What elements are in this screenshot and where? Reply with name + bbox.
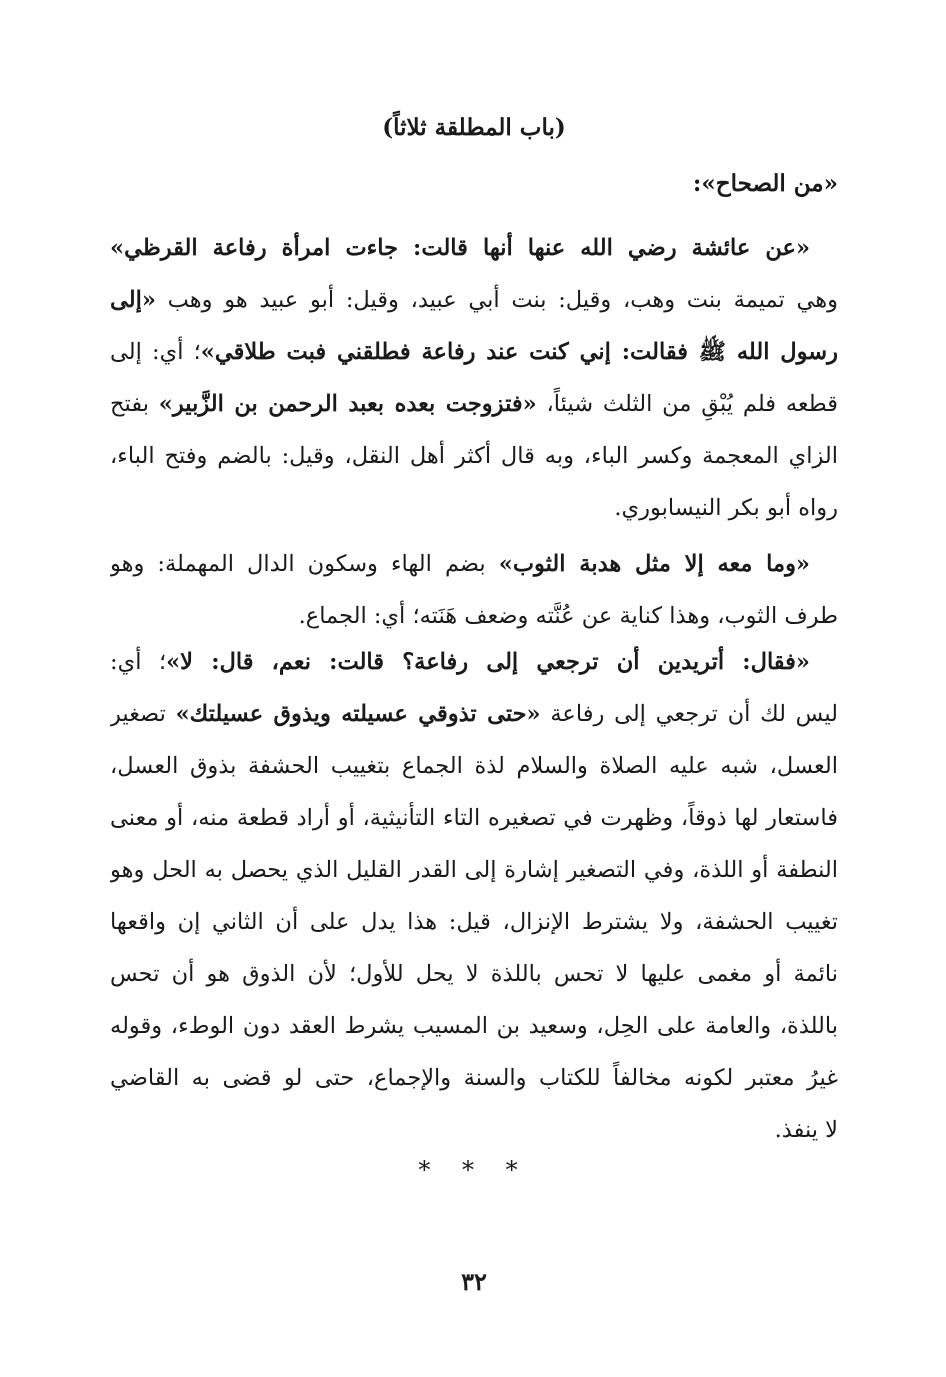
text-line bbox=[110, 948, 838, 1000]
commentary-text: باللذة، والعامة على الحِل، وسعيد بن المسيب يشرط العقد دون الوطء، وقوله bbox=[110, 1013, 838, 1039]
text-line bbox=[110, 896, 838, 948]
text-line bbox=[110, 1000, 838, 1052]
commentary-text: العسل، شبه عليه الصلاة والسلام لذة الجماع بتغييب الحشفة بذوق العسل، bbox=[110, 753, 838, 779]
text-line bbox=[110, 430, 838, 482]
text-line bbox=[110, 1052, 838, 1104]
commentary-text: فاستعار لها ذوقاً، وظهرت في تصغيره التاء التأنيثية، أو أراد قطعة منه، أو معنى bbox=[110, 805, 838, 831]
section-heading: «من الصحاح»: bbox=[692, 170, 838, 197]
text-line bbox=[110, 688, 838, 740]
text-line bbox=[110, 792, 838, 844]
page-number: ٣٢ bbox=[461, 1267, 487, 1296]
text-line bbox=[110, 326, 838, 378]
quoted-hadith-text: «حتى تذوقي عسيلته ويذوق عسيلتك» bbox=[175, 701, 541, 727]
commentary-text: رواه أبو بكر النيسابوري. bbox=[614, 495, 838, 521]
commentary-text: ليس لك أن ترجعي إلى رفاعة bbox=[540, 701, 838, 727]
quoted-hadith-text: «فقال: أتريدين أن ترجعي إلى رفاعة؟ قالت: نعم، قال: لا» bbox=[166, 649, 810, 675]
quoted-hadith-text: «إلى bbox=[110, 287, 156, 313]
text-line bbox=[110, 482, 838, 534]
commentary-text: ؛ أي: bbox=[110, 649, 167, 675]
section-separator: * * * bbox=[418, 1156, 530, 1184]
chapter-title: (باب المطلقة ثلاثاً) bbox=[382, 114, 566, 141]
commentary-text: نائمة أو مغمى عليها لا تحس باللذة لا يحل للأول؛ لأن الذوق هو أن تحس bbox=[110, 961, 838, 987]
commentary-text: لا ينفذ. bbox=[774, 1117, 838, 1143]
text-line bbox=[110, 590, 838, 642]
text-line bbox=[110, 740, 838, 792]
commentary-text: ؛ أي: إلى bbox=[110, 339, 201, 365]
commentary-text: غيرُ معتبر لكونه مخالفاً للكتاب والسنة والإجماع، حتى لو قضى به القاضي bbox=[110, 1065, 838, 1091]
commentary-text: بفتح bbox=[110, 391, 159, 417]
page bbox=[110, 0, 838, 1377]
commentary-text: الزاي المعجمة وكسر الباء، وبه قال أكثر أهل النقل، وقيل: بالضم وفتح الباء، bbox=[110, 443, 838, 469]
text-line bbox=[110, 274, 838, 326]
commentary-text: تصغير bbox=[110, 701, 176, 727]
quoted-hadith-text: «فتزوجت بعده بعبد الرحمن بن الزَّبير» bbox=[158, 391, 537, 417]
text-line bbox=[110, 538, 838, 590]
commentary-text: النطفة أو اللذة، وفي التصغير إشارة إلى القدر القليل الذي يحصل به الحل وهو bbox=[110, 857, 838, 883]
text-line bbox=[110, 844, 838, 896]
quoted-hadith-text: رسول الله ﷺ فقالت: إني كنت عند رفاعة فطلقني فبت طلاقي» bbox=[200, 339, 838, 365]
commentary-text: بضم الهاء وسكون الدال المهملة: وهو bbox=[110, 551, 499, 577]
text-line bbox=[110, 378, 838, 430]
quoted-hadith-text: «وما معه إلا مثل هدبة الثوب» bbox=[498, 551, 810, 577]
quoted-hadith-text: «عن عائشة رضي الله عنها أنها قالت: جاءت امرأة رفاعة القرظي» bbox=[110, 235, 810, 261]
commentary-text: تغييب الحشفة، ولا يشترط الإنزال، قيل: هذا يدل على أن الثاني إن واقعها bbox=[110, 909, 838, 935]
commentary-text: وهي تميمة بنت وهب، وقيل: بنت أبي عبيد، وقيل: أبو عبيد هو وهب bbox=[155, 287, 838, 313]
text-line bbox=[110, 222, 838, 274]
commentary-text: طرف الثوب، وهذا كناية عن عُنَّته وضعف هَنَته؛ أي: الجماع. bbox=[298, 603, 838, 629]
text-line bbox=[110, 1104, 838, 1156]
commentary-text: قطعه فلم يُبْقِ من الثلث شيئاً، bbox=[536, 391, 838, 417]
text-line bbox=[110, 636, 838, 688]
